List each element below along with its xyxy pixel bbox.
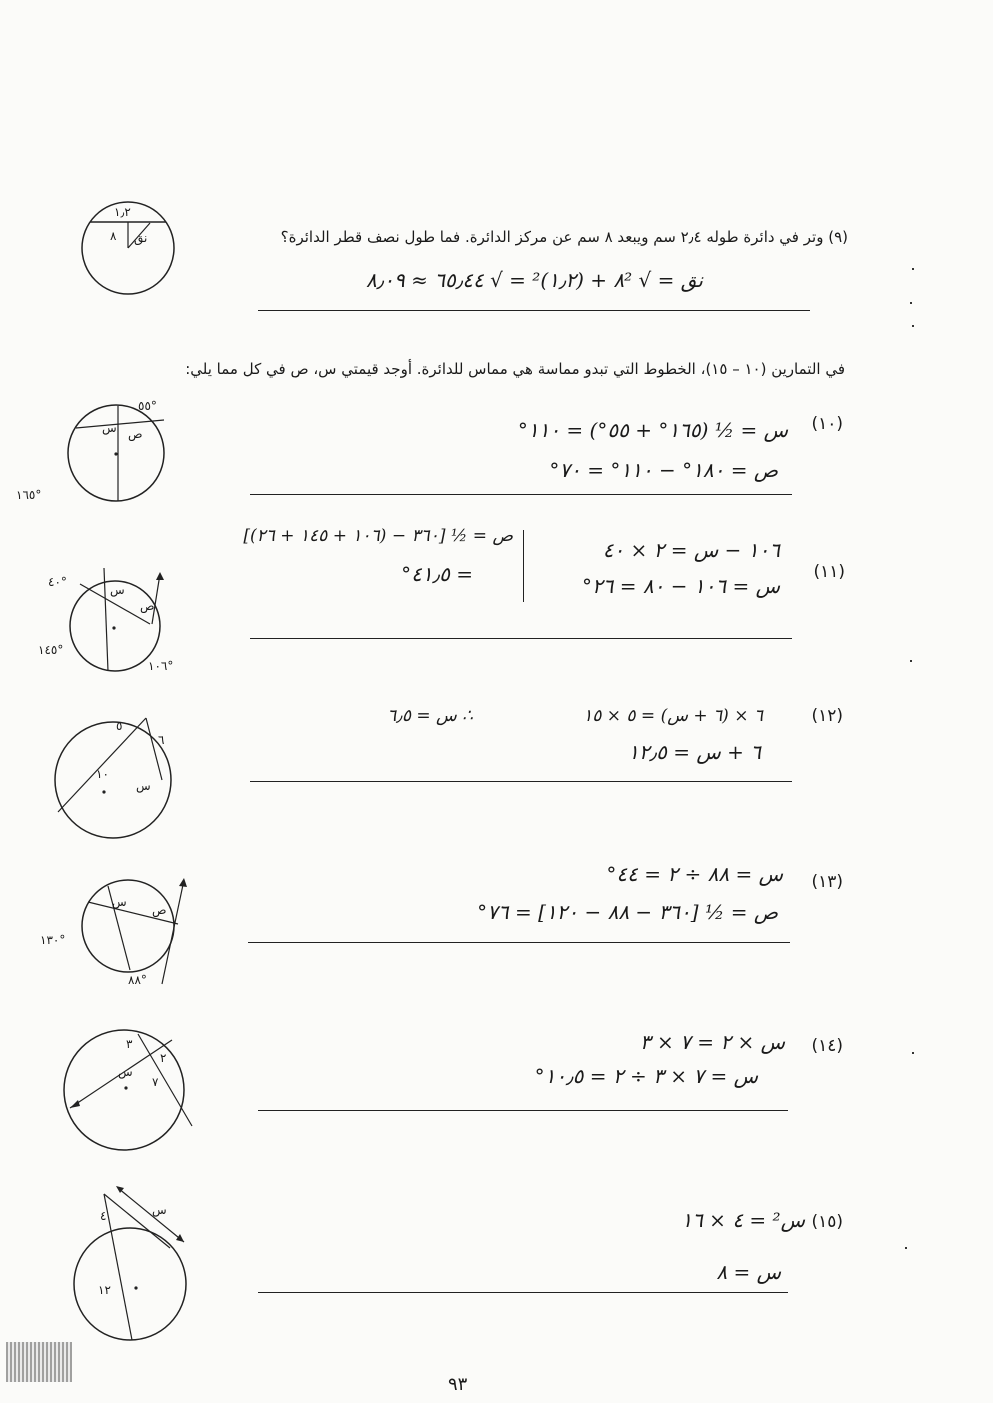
question-10-line2: ص = ١٨٠° − ١١٠° = ٧٠° [549,458,778,482]
margin-mark [910,302,912,304]
figure-q12 [50,716,190,846]
fig10-label-arc-55: ٥٥° [138,399,157,413]
question-11-right1: ص = ½ [٣٦٠ − (١٠٦ + ١٤٥ + ٢٦)] [243,526,513,546]
margin-mark [905,1247,907,1249]
answer-line [250,494,792,495]
fig14-label-x: س [118,1065,133,1079]
instructions: في التمارين (١٠ – ١٥)، الخطوط التي تبدو مماسة هي مماس للدائرة. أوجد قيمتي س، ص في كل مما يلي: [185,360,845,378]
fig9-label-radius: نق [134,231,148,245]
figure-q10 [16,398,186,514]
question-13-number: (١٣) [811,872,843,892]
question-11-line1: ١٠٦ − س = ٢ × ٤٠ [602,538,780,562]
answer-line [258,1110,788,1111]
figure-q13 [38,872,188,992]
fig11-label-x: س [110,583,125,597]
question-10-number: (١٠) [811,414,843,434]
fig14-label-7: ٧ [152,1075,159,1089]
question-15-line1: س² = ٤ × ١٦ [681,1208,805,1232]
fig12-label-6: ٦ [158,733,165,747]
fig15-label-x: س [152,1203,167,1217]
figure-q15 [60,1184,200,1348]
fig9-label-half-chord: ١٫٢ [114,205,131,219]
fig14-label-3: ٣ [126,1037,133,1051]
margin-mark [912,1052,914,1054]
answer-line [248,942,790,943]
question-14-line1: س × ٢ = ٧ × ٣ [639,1030,785,1054]
fig15-label-4: ٤ [100,1209,107,1223]
question-15-line2: س = ٨ [716,1260,781,1284]
fig13-label-x: س [112,895,127,909]
figure-q11 [40,566,180,682]
fig15-label-12: ١٢ [98,1283,111,1297]
fig9-label-distance: ٨ [110,229,117,243]
fig12-label-5: ٥ [116,719,123,733]
fig13-label-y: ص [152,903,167,917]
fig10-label-arc-165: ١٦٥° [16,488,42,502]
question-15-number: (١٥) [811,1212,843,1232]
question-12-line2: ٦ + س = ١٢٫٥ [628,740,761,764]
answer-line [250,781,792,782]
margin-mark [912,325,914,327]
answer-line [250,638,792,639]
fig13-label-arc-130: ١٣٠° [40,933,66,947]
answer-line [258,310,810,311]
margin-mark [912,268,914,270]
page-number: ٩٣ [448,1374,468,1395]
figure-q14 [60,1026,200,1158]
fig10-label-x: س [102,421,117,435]
fig11-label-arc-40: ٤٠° [48,575,67,589]
fig13-label-arc-88: ٨٨° [128,973,147,987]
question-14-line2: س = ٧ × ٣ ÷ ٢ = ١٠٫٥° [534,1064,758,1088]
question-13-line1: س = ٨٨ ÷ ٢ = ٤٤° [606,862,783,886]
fig11-label-y: ص [140,599,155,613]
question-12-number: (١٢) [811,706,843,726]
fig12-label-x: س [136,779,151,793]
fig12-label-10: ١٠ [96,767,109,781]
question-12-line1b: ∴ س = ٦٫٥ [387,706,473,726]
question-9-answer: نق = √ ٨² + (١٫٢)² = √ ٦٥٫٤٤ ≈ ٨٫٠٩ [366,268,703,292]
question-11-line2: س = ١٠٦ − ٨٠ = ٢٦° [581,574,780,598]
question-14-number: (١٤) [811,1036,843,1056]
fig14-label-2: ٢ [160,1051,167,1065]
question-12-line1: ٦ × (٦ + س) = ٥ × ١٥ [583,706,763,726]
divider [523,530,524,602]
margin-mark [910,660,912,662]
question-11-number: (١١) [813,562,845,582]
question-11-right2: = ٤١٫٥° [401,562,473,586]
answer-line [258,1292,788,1293]
stamp-image [6,1342,72,1382]
fig10-label-y: ص [128,427,143,441]
fig11-label-arc-145: ١٤٥° [38,643,64,657]
question-10-line1: س = ½ (١٦٥° + ٥٥°) = ١١٠° [517,418,788,442]
figure-q9 [80,196,180,304]
question-13-line2: ص = ½ [٣٦٠ − ٨٨ − ١٢٠] = ٧٦° [477,900,778,924]
fig11-label-arc-106: ١٠٦° [148,659,174,673]
question-9-text: (٩) وتر في دائرة طوله ٢٫٤ سم ويبعد ٨ سم عن مركز الدائرة. فما طول نصف قطر الدائرة؟ [280,228,848,246]
